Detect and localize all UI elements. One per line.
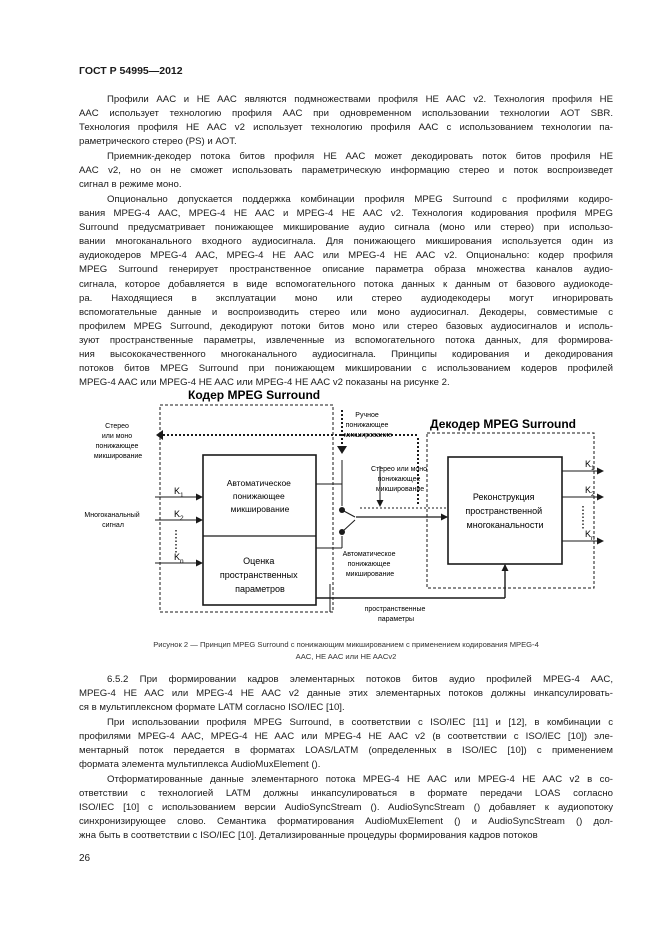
text-line: ISO/IEC [10] с использованием версии AudioSyncStream (). AudioSyncStream () добавляет к аудиопотоку [79,802,613,814]
svg-text:K1: $K_1$ [174,486,184,499]
label-spatial-parameters: пространственные параметры [364,606,426,623]
text-line: вания MPEG-4 AAC, MPEG-4 HE AAC и MPEG-4 HE AAC v2. Технология кодирования профиля MPEG [79,208,613,220]
text-line: Surround предусматривает понижающее микширование аудио сигнала (моно или стерео) при использо- [79,222,613,234]
text-line: ментарный поток передается в форматах LOAS/LATM (определенных в ISO/IEC [10]) с применением [79,745,613,757]
text-line: зуют пространственные параметры, извлеченные из вспомогательного потока данных, для формирова- [79,334,613,346]
figure-2-diagram [0,380,661,636]
text-line: Профили AAC и HE AAC являются подмножествами профиля HE AAC v2. Технология профиля HE [107,94,613,105]
label-multichannel-signal: Многоканальный сигнал [84,512,140,529]
text-line: ответствии с технологией LATM должны инкапсулироваться в формате передачи LOAS согласно [79,788,613,800]
text-line: ся в мультиплексном формате LATM согласно ISO/IEC [10]. [79,702,345,714]
text-line: раметрического стерео (PS) и AOT. [79,136,237,148]
paragraph-decoder [79,150,613,192]
paragraph-mpeg-surround [79,193,613,390]
encoder-title: Кодер MPEG Surround [188,388,321,402]
estimation-block-label: Оценка пространственных параметров [219,556,298,594]
text-line: MPEG-4 HE AAC или MPEG-4 HE AAC v2 данные этих элементарных потоков должны инкапсулировать- [79,688,613,700]
paragraph-profiles [79,93,613,149]
svg-text:K1: $K_1$ [585,459,595,472]
paragraph-loas [79,773,613,843]
text-line: Технология профиля HE AAC v2 использует технологию профиля AAC с использованием технологии па- [79,122,613,134]
text-line: профилями MPEG-4 AAC, MPEG-4 HE AAC или MPEG-4 HE AAC v2 (в соответствии с ISO/IEC [10]) эле- [79,731,613,743]
text-line: аудиокодеров MPEG-4 AAC, MPEG-4 HE AAC или MPEG-4 HE AAC v2. Опционально: кодер профиля [79,250,613,262]
label-auto-downmix: Автоматическое понижающее микширование [342,551,396,578]
figure-caption: Рисунок 2 — Принцип MPEG Surround с понижающим микшированием с применением кодирования MPEG-4 AAC, HE AAC или HE AACv2 [153,640,539,661]
paragraph-mpeg-surround-latm [79,716,613,772]
text-line: При использовании профиля MPEG Surround, в соответствии с ISO/IEC [11] и [12], в комбинации с [107,717,613,728]
label-stereo-mono-downmix: Стерео или моно понижающее микширование [93,423,143,460]
svg-text:Kn: $K_n$ [585,529,595,542]
text-line: профилем MPEG Surround, декодируют потоки битов моно или стерео базовых аудиосигналов и исполь- [79,320,613,332]
text-line: AAC использует технологию профиля AAC при одновременном использовании технологии AOT SBR. [79,108,613,120]
text-line: вспомогательные данные и воспроизводить стерео или моно аудиосигнал. Декодеры, совместимые с [79,306,613,318]
document-header: ГОСТ Р 54995—2012 [79,65,183,77]
text-line: MPEG-4 AAC или MPEG-4 HE AAC или MPEG-4 HE AAC v2 показаны на рисунке 2. [79,377,450,389]
text-line: AAC v2, но он не сможет использовать параметрическую информацию стерео и поток воспроизведет [79,165,613,177]
text-line: 6.5.2 При формировании кадров элементарных потоков битов аудио профилей MPEG-4 AAC, [107,674,613,685]
page-number: 26 [79,853,91,864]
label-manual-downmix: Ручное понижающее микширование [343,412,393,439]
text-line: сигнал в режиме моно. [79,179,182,191]
text-line: формата элемента мультиплекса AudioMuxElement (). [79,759,321,771]
text-line: жна быть в соответствии с ISO/IEC [10]. Детализированные процедуры формирования кадров потоков [79,830,538,842]
text-line: сигнала, которое добавляется в виде вспомогательного потока данных к данным от базового аудиокоде- [79,278,613,290]
paragraph-6-5-2 [79,673,613,715]
text-line: Отформатированные данные элементарного потока MPEG-4 HE AAC или MPEG-4 HE AAC v2 в со- [107,774,613,785]
reconstruction-block-label: Реконструкция пространственной многоканальности [465,492,544,530]
text-line: потоков битов MPEG Surround при понижающем микшировании с использованием кодеров профилей [79,363,613,375]
text-line: ра. Находящиеся в эксплуатации моно или стерео аудиодекодеры могут игнорировать [79,292,613,304]
text-line: вании многоканального входного аудиосигнала. Для понижающего микширования используется один из [79,236,613,248]
label-stereo-mono-downmix-mid: Стерео или моно понижающее микширование [371,466,428,493]
text-line: Опционально допускается поддержка комбинации профиля MPEG Surround с профилями кодиро- [107,194,613,205]
svg-text:K2: $K_2$ [585,485,595,498]
text-line: Приемник-декодер потока битов профиля HE AAC может декодировать поток битов профиля HE [107,151,613,162]
text-line: синхронизирующее слово. Семантика форматирования AudioMuxElement () и AudioSyncStream () дол- [79,816,613,828]
auto-downmix-block-label: Автоматическое понижающее микширование [226,478,291,514]
svg-text:K2: $K_2$ [174,509,184,522]
text-line: ния высококачественного многоканального аудиосигнала. Принципы кодирования и декодирования [79,349,613,361]
decoder-title: Декодер MPEG Surround [430,417,577,431]
svg-text:Kn: $K_n$ [174,552,184,565]
text-line: MPEG Surround генерирует пространственное описание параметра образа множества каналов аудио- [79,264,613,276]
